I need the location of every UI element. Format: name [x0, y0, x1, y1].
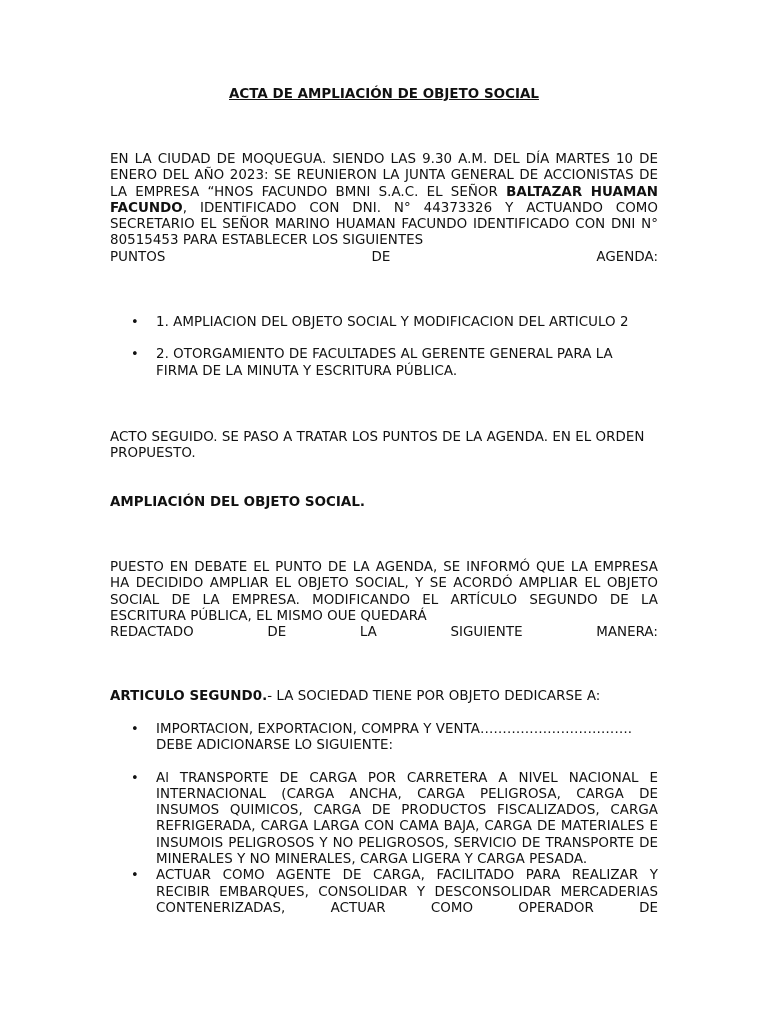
debate-word-3: LA: [359, 625, 377, 641]
article-list: [110, 722, 658, 917]
article-item: [110, 868, 658, 917]
article-heading: [110, 689, 658, 705]
bullet-icon: •: [131, 347, 139, 363]
article-item-text: IMPORTACION, EXPORTACION, COMPRA Y VENTA……………………………. DEBE ADICIONARSE LO SIGUIENTE:: [156, 722, 633, 754]
article-text: - LA SOCIEDAD TIENE POR OBJETO DEDICARSE A:: [267, 689, 601, 704]
debate-word-5: MANERA:: [596, 625, 658, 641]
article-label: ARTICULO SEGUND0.: [110, 689, 268, 704]
intro-word-2: DE: [371, 249, 391, 265]
agenda-item-text: 2. OTORGAMIENTO DE FACULTADES AL GERENTE GENERAL PARA LA FIRMA DE LA MINUTA Y ESCRITURA PÚBLICA.: [156, 347, 613, 379]
intro-word-3: AGENDA:: [596, 249, 658, 265]
article-item-text: ACTUAR COMO AGENTE DE CARGA, FACILITADO PARA REALIZAR Y RECIBIR EMBARQUES, CONSOLIDAR Y DESCONSOLIDAR MERCADERIAS CONTENERIZADAS, ACTUAR COMO OPERADOR DE: [156, 868, 658, 916]
bullet-icon: •: [131, 315, 139, 330]
intro-bold-name: BALTAZAR HUAMAN FACUNDO: [110, 184, 658, 216]
debate-paragraph: [110, 560, 658, 641]
article-item: [110, 722, 658, 755]
debate-last-line: [110, 625, 658, 641]
intro-last-line: [110, 250, 658, 266]
intro-word-1: PUNTOS: [110, 249, 166, 265]
intro-text-1: EN LA CIUDAD DE MOQUEGUA. SIENDO LAS 9.30 A.M. DEL DÍA MARTES 10 DE ENERO DEL AÑO 2023: SE REUNIERON LA JUNTA GENERAL DE ACCIONISTAS DE LA EMPRESA “HNOS FACUNDO BMNI S.A.C. EL SEÑOR: [110, 152, 658, 200]
article-item-text: Al TRANSPORTE DE CARGA POR CARRETERA A NIVEL NACIONAL E INTERNACIONAL (CARGA ANCHA, CARGA PELIGROSA, CARGA DE INSUMOS QUIMICOS, CARGA DE PRODUCTOS FISCALIZADOS, CARGA REFRIGERADA, CARGA LARGA CON CAMA BAJA, CARGA DE MATERIALES E INSUMOIS PELIGROSOS Y NO PELIGROSOS, SERVICIO DE TRANSPORTE DE MINERALES Y NO MINERALES, CARGA LIGERA Y CARGA PESADA.: [156, 770, 658, 868]
agenda-item-text: 1. AMPLIACION DEL OBJETO SOCIAL Y MODIFICACION DEL ARTICULO 2: [156, 315, 629, 330]
debate-word-4: SIGUIENTE: [450, 625, 523, 641]
section-heading: AMPLIACIÓN DEL OBJETO SOCIAL.: [110, 495, 366, 510]
bullet-icon: •: [131, 722, 139, 737]
debate-word-1: REDACTADO: [110, 625, 194, 641]
document-title: ACTA DE AMPLIACIÓN DE OBJETO SOCIAL: [229, 87, 539, 102]
bullet-icon: •: [131, 770, 139, 786]
debate-word-2: DE: [267, 625, 287, 641]
intro-text-2: , IDENTIFICADO CON DNI. N° 44373326 Y ACTUANDO COMO SECRETARIO EL SEÑOR MARINO HUAMAN FACUNDO IDENTIFICADO CON DNI N° 80515453 PARA ESTABLECER LOS SIGUIENTES: [110, 200, 658, 249]
bullet-icon: •: [131, 868, 139, 884]
agenda-item: [110, 315, 658, 331]
debate-text: PUESTO EN DEBATE EL PUNTO DE LA AGENDA, SE INFORMÓ QUE LA EMPRESA HA DECIDIDO AMPLIAR EL OBJETO SOCIAL, Y SE ACORDÓ AMPLIAR EL OBJETO SOCIAL DE LA EMPRESA. MODIFICANDO EL ARTÍCULO SEGUNDO DE LA ESCRITURA PÚBLICA, EL MISMO OUE QUEDARÁ: [110, 560, 658, 624]
acto-seguido-paragraph: ACTO SEGUIDO. SE PASO A TRATAR LOS PUNTOS DE LA AGENDA. EN EL ORDEN PROPUESTO.: [110, 430, 645, 462]
agenda-list: [110, 315, 658, 380]
article-item: [110, 771, 658, 869]
agenda-item: [110, 347, 658, 380]
intro-paragraph: [110, 152, 658, 266]
